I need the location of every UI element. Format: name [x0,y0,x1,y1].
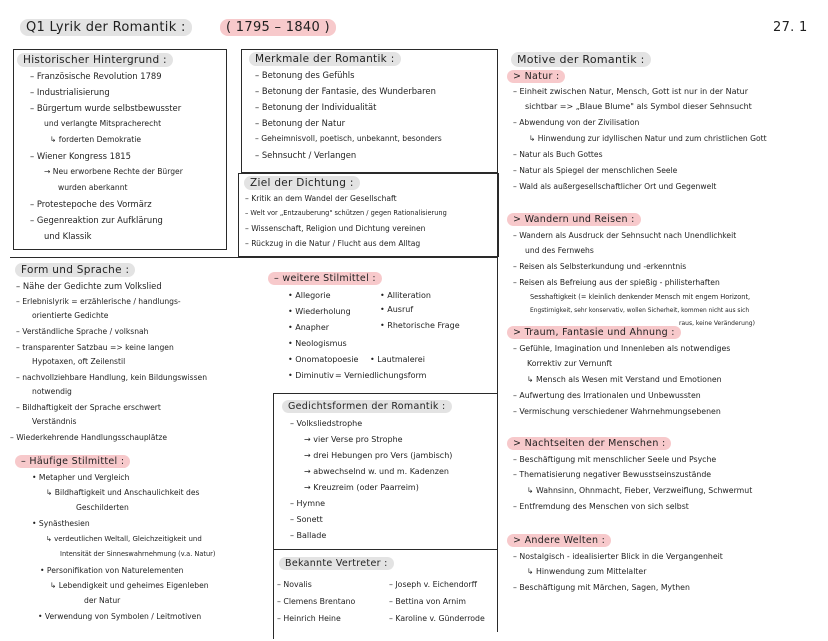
list-item: Engstirnigkeit, sehr konservativ, wollen Sicherheit, kommen nicht aus sich [530,308,750,314]
list-item: notwendig [32,387,72,396]
list-item: ↳ Wahnsinn, Ohnmacht, Fieber, Verzweiflung, Schwermut [527,486,753,495]
list-item: der Natur [84,596,121,605]
nacht-heading: > Nachtseiten der Menschen : [507,437,671,450]
list-item: • Personifikation von Naturelementen [40,566,184,575]
list-item: → abwechselnd w. und m. Kadenzen [304,467,449,476]
list-item: ↳ Bildhaftigkeit und Anschaulichkeit des [46,488,200,497]
list-item: – Französische Revolution 1789 [30,71,162,81]
list-item: Hypotaxen, oft Zeilenstil [32,357,126,366]
list-item: • Neologismus [288,339,347,348]
list-item: wurden aberkannt [58,183,128,192]
gedichtformen-heading: Gedichtsformen der Romantik : [282,400,452,413]
list-item: – Gefühle, Imagination und Innenleben als notwendiges [513,344,731,353]
historisch-heading: Historischer Hintergrund : [17,53,173,67]
list-item: und verlangte Mitspracherecht [44,119,162,128]
list-item: orientierte Gedichte [32,311,109,320]
list-item: – Betonung des Gefühls [255,70,355,80]
list-item: – Geheimnisvoll, poetisch, unbekannt, besonders [255,134,442,143]
vertreter-heading: Bekannte Vertreter : [279,557,394,570]
list-item: Intensität der Sinneswahrnehmung (v.a. Natur) [60,550,216,558]
list-item: – Karoline v. Günderrode [389,614,485,623]
list-item: – transparenter Satzbau => keine langen [16,343,174,352]
list-item: sichtbar => „Blaue Blume" als Symbol dieser Sehnsucht [525,102,752,111]
list-item: – Novalis [277,580,312,589]
period-label: ( 1795 – 1840 ) [220,19,336,36]
list-item: – Abwendung von der Zivilisation [513,118,640,127]
merkmale-heading: Merkmale der Romantik : [249,52,401,66]
list-item: – Ballade [290,531,327,540]
weitere-heading: – weitere Stilmittel : [268,272,382,285]
list-item: Korrektiv zur Vernunft [527,359,613,368]
list-item: – Sehnsucht / Verlangen [255,150,357,160]
list-item: = Verniedlichungsform [335,371,427,380]
divider-gedicht-left [273,393,274,639]
list-item: – Wald als außergesellschaftlicher Ort und Gegenwelt [513,182,717,191]
list-item: – Entfremdung des Menschen von sich selbst [513,502,689,511]
list-item: Sesshaftigkeit (= kleinlich denkender Mensch mit engem Horizont, [530,293,751,301]
list-item: • Wiederholung [288,307,351,316]
list-item: ↳ forderten Demokratie [50,135,142,144]
page-title: Q1 Lyrik der Romantik : [20,19,192,36]
divider-horizontal [10,257,497,258]
list-item: Verständnis [32,417,77,426]
list-item: – Bettina von Arnim [389,597,466,606]
list-item: – Betonung der Individualität [255,102,377,112]
list-item: • Lautmalerei [370,355,425,364]
list-item: – Betonung der Fantasie, des Wunderbaren [255,86,436,96]
list-item: – Aufwertung des Irrationalen und Unbewussten [513,391,701,400]
list-item: • Verwendung von Symbolen / Leitmotiven [38,612,202,621]
list-item: – Clemens Brentano [277,597,356,606]
list-item: – Nostalgisch - idealisierter Blick in die Vergangenheit [513,552,723,561]
date-label: 27. 1 [773,20,808,35]
motive-heading: Motive der Romantik : [511,52,651,67]
ziel-heading: Ziel der Dichtung : [244,176,360,190]
list-item: ↳ Hinwendung zum Mittelalter [527,567,647,576]
list-item: – Verständliche Sprache / volksnah [16,327,149,336]
list-item: – Reisen als Befreiung aus der spießig - philisterhaften [513,278,720,287]
list-item: – Wiederkehrende Handlungsschauplätze [10,433,168,442]
list-item: und des Fernwehs [525,246,594,255]
list-item: ↳ verdeutlichen Weltall, Gleichzeitigkeit und [46,535,202,543]
divider-vertical [497,49,498,632]
list-item: – Nähe der Gedichte zum Volkslied [16,281,162,291]
list-item: – nachvollziehbare Handlung, kein Bildungswissen [16,373,208,382]
list-item: • Alliteration [380,291,431,300]
list-item: ↳ Lebendigkeit und geheimes Eigenleben [50,581,209,590]
list-item: raus, keine Veränderung) [679,320,755,327]
form-heading: Form und Sprache : [15,263,135,277]
list-item: • Onomatopoesie [288,355,359,364]
list-item: – Heinrich Heine [277,614,341,623]
list-item: ↳ Hinwendung zur idyllischen Natur und zum christlichen Gott [529,134,767,143]
list-item: – Gegenreaktion zur Aufklärung [30,215,163,225]
list-item: → drei Hebungen pro Vers (jambisch) [304,451,453,460]
list-item: • Ausruf [380,305,414,314]
list-item: • Allegorie [288,291,331,300]
wandern-heading: > Wandern und Reisen : [507,213,641,226]
stilmittel-heading: – Häufige Stilmittel : [15,455,130,468]
divider-gedicht-top [273,393,497,394]
list-item: → Kreuzreim (oder Paarreim) [304,483,419,492]
list-item: Geschilderten [76,503,129,512]
list-item: – Rückzug in die Natur / Flucht aus dem Alltag [245,239,421,248]
list-item: • Anapher [288,323,330,332]
list-item: ↳ Mensch als Wesen mit Verstand und Emotionen [527,375,722,384]
natur-heading: > Natur : [507,70,565,83]
list-item: – Kritik an dem Wandel der Gesellschaft [245,194,397,203]
list-item: – Betonung der Natur [255,118,346,128]
list-item: – Wissenschaft, Religion und Dichtung vereinen [245,224,426,233]
list-item: – Welt vor „Entzauberung" schützen / gegen Rationalisierung [245,209,447,217]
list-item: – Bildhaftigkeit der Sprache erschwert [16,403,161,412]
list-item: – Thematisierung negativer Bewusstseinszustände [513,470,712,479]
andere-heading: > Andere Welten : [507,534,611,547]
list-item: – Industrialisierung [30,87,110,97]
list-item: → Neu erworbene Rechte der Bürger [44,167,183,176]
list-item: – Protestepoche des Vormärz [30,199,152,209]
list-item: • Synästhesien [32,519,90,528]
list-item: – Natur als Spiegel der menschlichen Seele [513,166,678,175]
list-item: – Reisen als Selbsterkundung und -erkenntnis [513,262,687,271]
list-item: – Joseph v. Eichendorff [389,580,477,589]
list-item: → vier Verse pro Strophe [304,435,403,444]
divider-vertreter-top [273,549,497,550]
list-item: • Rhetorische Frage [380,321,460,330]
list-item: – Natur als Buch Gottes [513,150,603,159]
list-item: – Beschäftigung mit menschlicher Seele und Psyche [513,455,717,464]
traum-heading: > Traum, Fantasie und Ahnung : [507,326,681,339]
list-item: • Metapher und Vergleich [32,473,130,482]
list-item: – Erlebnislyrik = erzählerische / handlungs- [16,297,181,306]
list-item: – Hymne [290,499,326,508]
list-item: – Wandern als Ausdruck der Sehnsucht nach Unendlichkeit [513,231,737,240]
list-item: – Wiener Kongress 1815 [30,151,131,161]
list-item: und Klassik [44,231,92,241]
list-item: – Vermischung verschiedener Wahrnehmungsebenen [513,407,721,416]
list-item: – Einheit zwischen Natur, Mensch, Gott ist nur in der Natur [513,87,749,96]
list-item: – Sonett [290,515,323,524]
list-item: • Diminutiv [288,371,334,380]
list-item: – Bürgertum wurde selbstbewusster [30,103,182,113]
list-item: – Beschäftigung mit Märchen, Sagen, Mythen [513,583,690,592]
list-item: – Volksliedstrophe [290,419,363,428]
